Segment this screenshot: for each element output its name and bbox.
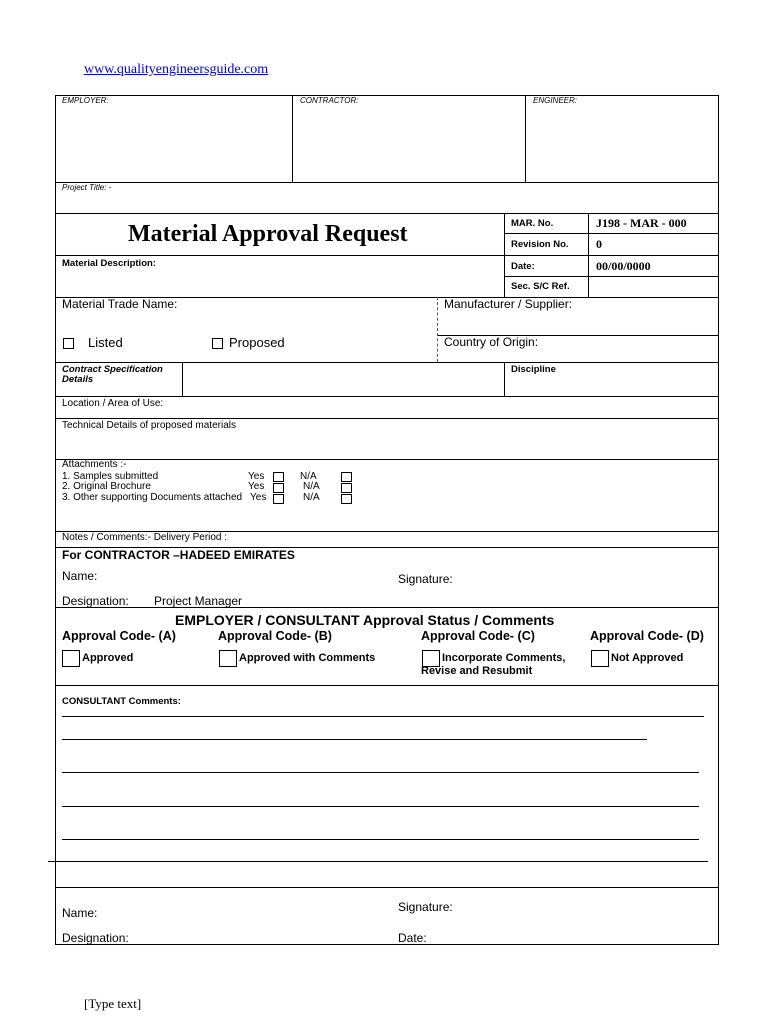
yes-checkbox[interactable] xyxy=(273,483,284,493)
contractor-label: CONTRACTOR: xyxy=(300,96,359,105)
notes-label: Notes / Comments:- Delivery Period : xyxy=(62,532,228,543)
material-description-label: Material Description: xyxy=(62,258,156,269)
contractor-signature-label: Signature: xyxy=(398,572,453,586)
location-label: Location / Area of Use: xyxy=(62,398,164,409)
contract-spec-label-2: Details xyxy=(62,374,94,385)
na-label: N/A xyxy=(303,492,320,503)
yes-checkbox[interactable] xyxy=(273,494,284,504)
yes-label: Yes xyxy=(248,471,265,482)
yes-checkbox[interactable] xyxy=(273,472,284,482)
comment-line[interactable] xyxy=(62,806,699,807)
proposed-checkbox[interactable] xyxy=(212,338,223,349)
na-checkbox[interactable] xyxy=(341,494,352,504)
date-value: 00/00/0000 xyxy=(596,259,651,273)
approved-with-comments-checkbox[interactable] xyxy=(219,650,237,667)
comment-line[interactable] xyxy=(62,716,704,717)
country-label: Country of Origin: xyxy=(444,335,539,349)
attachment-item: 2. Original Brochure xyxy=(62,481,151,492)
mar-no-value: J198 - MAR - 000 xyxy=(596,216,687,230)
sec-ref-label: Sec. S/C Ref. xyxy=(511,281,570,292)
website-link[interactable]: www.qualityengineersguide.com xyxy=(84,62,269,77)
attachment-item: 3. Other supporting Documents attached xyxy=(62,492,243,503)
manufacturer-label: Manufacturer / Supplier: xyxy=(444,297,573,311)
signoff-designation-label: Designation: xyxy=(62,931,129,945)
comment-line[interactable] xyxy=(62,739,647,740)
signoff-name-label: Name: xyxy=(62,906,98,920)
attachment-item: 1. Samples submitted xyxy=(62,471,159,482)
na-label: N/A xyxy=(303,481,320,492)
form-title: Material Approval Request xyxy=(128,221,408,247)
listed-label: Listed xyxy=(88,335,123,350)
proposed-label: Proposed xyxy=(229,335,285,350)
trade-name-label: Material Trade Name: xyxy=(62,297,178,311)
approval-code-c: Approval Code- (C) xyxy=(421,629,535,643)
mar-no-label: MAR. No. xyxy=(511,218,554,229)
comment-line[interactable] xyxy=(62,839,699,840)
contractor-designation-label: Designation: xyxy=(62,594,129,608)
na-label: N/A xyxy=(300,471,317,482)
revise-resubmit-label-2: Revise and Resubmit xyxy=(421,665,533,677)
approval-code-b: Approval Code- (B) xyxy=(218,629,332,643)
signoff-signature-label: Signature: xyxy=(398,900,453,914)
revision-no-label: Revision No. xyxy=(511,239,569,250)
employer-label: EMPLOYER: xyxy=(62,96,109,105)
not-approved-label: Not Approved xyxy=(611,652,684,664)
approval-section-title: EMPLOYER / CONSULTANT Approval Status / Comments xyxy=(175,612,555,628)
approval-code-a: Approval Code- (A) xyxy=(62,629,176,643)
contractor-section-title: For CONTRACTOR –HADEED EMIRATES xyxy=(62,548,295,562)
approved-with-comments-label: Approved with Comments xyxy=(239,652,376,664)
yes-label: Yes xyxy=(250,492,267,503)
listed-checkbox[interactable] xyxy=(63,338,74,349)
yes-label: Yes xyxy=(248,481,265,492)
signoff-date-label: Date: xyxy=(398,931,427,945)
attachments-title: Attachments :- xyxy=(62,459,127,470)
na-checkbox[interactable] xyxy=(341,483,352,493)
contractor-designation-value: Project Manager xyxy=(154,594,243,608)
comment-line[interactable] xyxy=(62,772,699,773)
contract-spec-label: Contract Specification xyxy=(62,364,163,375)
approved-checkbox[interactable] xyxy=(62,650,80,667)
revise-resubmit-label: Incorporate Comments, xyxy=(442,652,566,664)
revision-no-value: 0 xyxy=(596,237,602,251)
na-checkbox[interactable] xyxy=(341,472,352,482)
footer-text: [Type text] xyxy=(84,996,142,1011)
engineer-label: ENGINEER: xyxy=(533,96,578,105)
discipline-label: Discipline xyxy=(511,364,556,375)
technical-details-label: Technical Details of proposed materials xyxy=(62,420,236,431)
contractor-name-label: Name: xyxy=(62,569,98,583)
date-label: Date: xyxy=(511,261,535,272)
approval-code-d: Approval Code- (D) xyxy=(590,629,704,643)
project-title-label: Project Title: - xyxy=(62,183,112,192)
not-approved-checkbox[interactable] xyxy=(591,650,609,667)
approved-label: Approved xyxy=(82,652,134,664)
comment-line[interactable] xyxy=(48,861,708,862)
consultant-comments-label: CONSULTANT Comments: xyxy=(62,696,181,707)
